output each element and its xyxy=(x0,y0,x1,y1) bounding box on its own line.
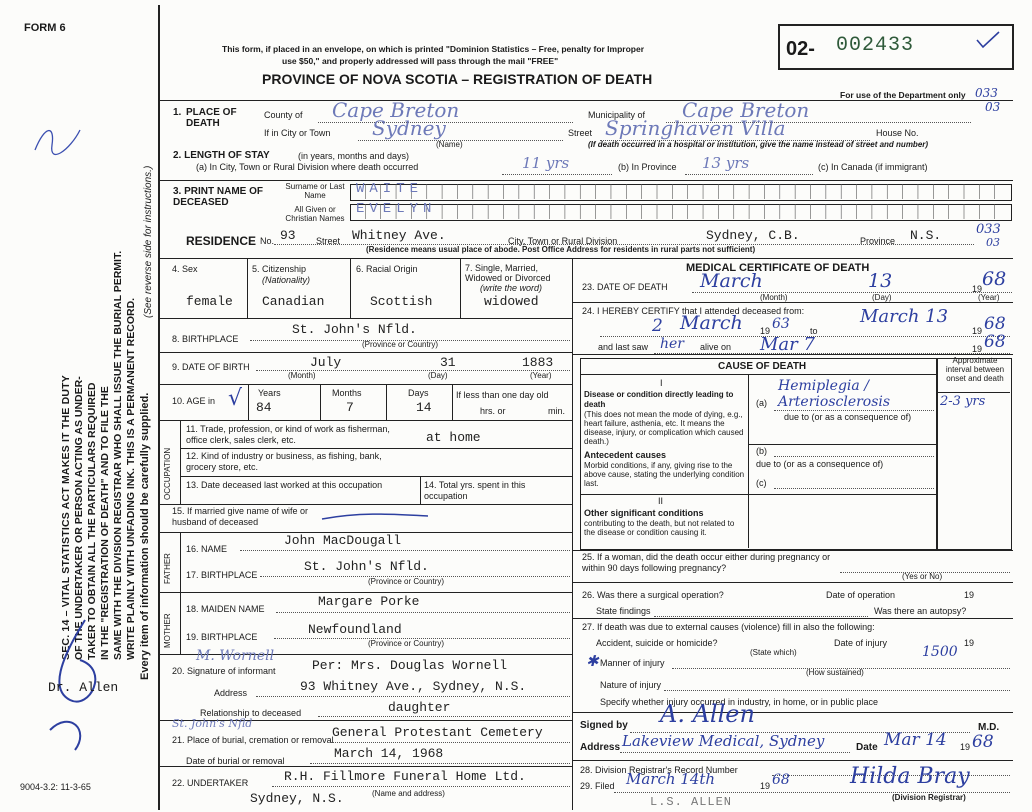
rule-occ xyxy=(158,420,572,421)
dob-year-l: (Year) xyxy=(530,371,552,380)
citizenship-value: Canadian xyxy=(262,294,325,309)
sig-year: 68 xyxy=(972,732,994,752)
dob-month: July xyxy=(310,355,342,370)
rule-15 xyxy=(158,504,572,505)
side-notice-8: (See reverse side for instructions.) xyxy=(143,165,154,318)
residence-no: 93 xyxy=(280,228,296,243)
rule-registrar xyxy=(572,760,1013,761)
occupation-side: OCCUPATION xyxy=(163,447,172,500)
residence-code-1: 033 xyxy=(976,222,1001,237)
stay-a-value: 11 yrs xyxy=(522,154,570,172)
burial-place-line xyxy=(330,742,570,743)
rule-26 xyxy=(572,582,1013,583)
marital-sub: (write the word) xyxy=(480,283,543,293)
birthplace-value: St. John's Nfld. xyxy=(292,322,417,337)
sig-addr-line xyxy=(620,752,850,753)
stay-a-label: (a) In City, Town or Rural Division where death occurred xyxy=(196,162,419,172)
from-century: 19 xyxy=(760,326,771,336)
stay-sub: (in years, months and days) xyxy=(298,151,410,161)
findings-label: State findings xyxy=(596,606,651,616)
informant-addr-line xyxy=(256,696,570,697)
q26-label: 26. Was there a surgical operation? xyxy=(582,590,724,600)
alive-on-label: alive on xyxy=(700,342,732,352)
mother-bp-sub: (Province or Country) xyxy=(368,639,445,648)
residence-city-label: City, Town or Rural Division xyxy=(508,236,618,246)
alive-year: 68 xyxy=(984,332,1006,352)
cause-heading: CAUSE OF DEATH xyxy=(718,361,807,372)
rule-undertaker xyxy=(158,766,572,767)
undertaker-sub: (Name and address) xyxy=(372,789,445,798)
side-notice-2: OF THE UNDERTAKER OR PERSON ACTING AS UNDER- xyxy=(73,376,85,660)
rule-cause-ii xyxy=(580,494,936,495)
sex-value: female xyxy=(186,294,233,309)
death-month: March xyxy=(700,270,763,292)
manner-mark-icon: ✱ xyxy=(586,652,599,670)
father-side: FATHER xyxy=(163,553,172,584)
margin-scribble-icon xyxy=(30,120,90,160)
mother-bp-label: 19. BIRTHPLACE xyxy=(186,632,258,642)
operation-date-label: Date of operation xyxy=(826,590,896,600)
cause-b-label: (b) xyxy=(756,446,767,456)
place-num: 1. xyxy=(173,107,182,118)
residence-street-label: Street xyxy=(316,236,341,246)
surname-label: Surname or Last Name xyxy=(285,182,345,200)
v-age3 xyxy=(386,384,387,420)
city-label: If in City or Town xyxy=(264,128,331,138)
mother-bp: Newfoundland xyxy=(308,622,402,637)
burial-place: General Protestant Cemetery xyxy=(332,725,543,740)
sex-label: 4. Sex xyxy=(172,264,198,274)
informant-rel-label: Relationship to deceased xyxy=(200,708,302,718)
reg-number: 002433 xyxy=(836,34,915,57)
informant-relationship: daughter xyxy=(388,700,451,715)
racial-label: 6. Racial Origin xyxy=(356,264,418,274)
nature-line xyxy=(664,690,1010,691)
v-mother xyxy=(180,592,181,654)
street-value: Springhaven Villa xyxy=(605,116,786,140)
side-notice-6: WRITE PLAINLY WITH UNFADING INK. THIS IS A PERMANENT RECORD. xyxy=(125,297,137,660)
rule-cause-b xyxy=(748,444,936,445)
interval-heading: Approximate interval between onset and death xyxy=(945,356,1005,383)
rule-10 xyxy=(158,384,572,385)
father-bp-sub: (Province or Country) xyxy=(368,577,445,586)
house-label: House No. xyxy=(876,128,919,138)
side-notice-4: IN THE "REGISTRATION OF DEATH" AND TO FILE THE xyxy=(99,386,111,660)
accident-label: Accident, suicide or homicide? xyxy=(596,638,718,648)
mother-name-label: 18. MAIDEN NAME xyxy=(186,604,265,614)
burial-note-hand: St. John's Nfld xyxy=(172,717,253,730)
given-label: All Given or Christian Names xyxy=(285,205,345,223)
cause-c-label: (c) xyxy=(756,478,767,488)
name-label: 3. PRINT NAME OF DECEASED xyxy=(173,186,264,208)
death-year: 68 xyxy=(982,268,1007,290)
citizenship-sub: (Nationality) xyxy=(262,275,311,285)
rule-cause-head xyxy=(580,374,936,375)
age-years-l: Years xyxy=(258,388,281,398)
death-line xyxy=(692,292,1012,293)
residence-code-2: 03 xyxy=(986,236,1000,249)
operation-century: 19 xyxy=(964,590,975,600)
residence-city: Sydney, C.B. xyxy=(706,228,800,243)
q28-label: 28. Division Registrar's Record Number xyxy=(580,765,738,775)
margin-note: Dr. Allen xyxy=(48,680,119,695)
marital-value: widowed xyxy=(484,294,539,309)
last-saw-value: her xyxy=(660,336,684,352)
registrar-signature: Hilda Bray xyxy=(850,764,970,789)
rule-3 xyxy=(158,180,1013,181)
father-name: John MacDougall xyxy=(284,533,402,548)
city-name-sub: (Name) xyxy=(436,140,463,149)
v-age1 xyxy=(248,384,249,420)
age-under-l: If less than one day old xyxy=(456,390,549,400)
alive-century: 19 xyxy=(972,344,983,354)
birthplace-label: 8. BIRTHPLACE xyxy=(172,334,239,344)
mother-name: Margare Porke xyxy=(318,594,420,609)
envelope-note-2: use $50," and properly addressed will pass through the mail "FREE" xyxy=(282,56,559,66)
sig-address: Lakeview Medical, Sydney xyxy=(622,732,825,750)
signed-value: A. Allen xyxy=(660,700,755,728)
q11-label: 11. Trade, profession, or kind of work as fisherman, office clerk, sales clerk, etc. xyxy=(186,424,390,445)
injury-century: 19 xyxy=(964,638,975,648)
to-date: March 13 xyxy=(860,306,949,327)
roman-1: I xyxy=(660,378,663,388)
v-age4 xyxy=(452,384,453,420)
to-century: 19 xyxy=(972,326,983,336)
form-label: FORM 6 xyxy=(24,22,66,34)
v-occ xyxy=(180,420,181,504)
side-notice-5: SAME WITH THE DIVISION REGISTRAR WHO SHALL ISSUE THE BURIAL PERMIT. xyxy=(112,250,124,660)
dob-year: 1883 xyxy=(522,355,554,370)
place-label: PLACE OF DEATH xyxy=(186,107,237,129)
father-name-line xyxy=(240,550,570,551)
informant-sig-label: 20. Signature of informant xyxy=(172,666,276,676)
to-year: 68 xyxy=(984,314,1006,334)
nature-label: Nature of injury xyxy=(600,680,662,690)
v-age2 xyxy=(320,384,321,420)
sig-date: Mar 14 xyxy=(884,730,947,750)
dept-code-2: 03 xyxy=(985,100,1001,114)
direct-note: (This does not mean the mode of dying, e.g., heart failure, asthenia, etc. It means the disease, injury, or complication which caused death.) xyxy=(584,410,744,446)
rule-4 xyxy=(158,258,1013,259)
rule-13 xyxy=(180,476,572,477)
residence-note: (Residence means usual place of abode. Post Office Address for residents in rural parts not sufficient) xyxy=(366,245,756,254)
registrar-label: (Division Registrar) xyxy=(892,793,966,802)
rule-signature xyxy=(572,712,1013,713)
father-bp: St. John's Nfld. xyxy=(304,559,429,574)
death-month-l: (Month) xyxy=(760,293,788,302)
other-note: contributing to the death, but not related to the disease or condition causing it. xyxy=(584,519,735,537)
age-days: 14 xyxy=(416,400,432,415)
dob-day: 31 xyxy=(440,355,456,370)
which-sub: (State which) xyxy=(750,648,797,657)
county-value: Cape Breton xyxy=(332,98,460,122)
signed-label: Signed by xyxy=(580,720,628,731)
undertaker-name: R.H. Fillmore Funeral Home Ltd. xyxy=(284,769,526,784)
q13-label: 13. Date deceased last worked at this occupation xyxy=(186,480,383,490)
burial-date-line xyxy=(310,763,570,764)
due-to-b: due to (or as a consequence of) xyxy=(756,459,884,469)
age-label: 10. AGE in xyxy=(172,396,216,406)
autopsy-label: Was there an autopsy? xyxy=(874,606,967,616)
q25-label: 25. If a woman, did the death occur either during pregnancy or within 90 days following pregnancy? xyxy=(582,552,831,573)
cause-a-line xyxy=(774,410,934,411)
sustained-sub: (How sustained) xyxy=(806,668,864,677)
envelope-note-1: This form, if placed in an envelope, on which is printed "Dominion Statistics – Free, penalty for Improper xyxy=(222,44,645,54)
cause-a-label: (a) xyxy=(756,398,767,408)
q29-label: 29. Filed xyxy=(580,781,615,791)
q12-label: 12. Kind of industry or business, as fishing, bank, grocery store, etc. xyxy=(186,451,382,472)
street-label: Street xyxy=(568,128,593,138)
age-days-l: Days xyxy=(408,388,429,398)
q11-value: at home xyxy=(426,430,481,445)
age-check-icon: √ xyxy=(228,386,243,411)
burial-date-label: Date of burial or removal xyxy=(186,756,285,766)
side-notice-7: Every item of information should be carefully supplied. xyxy=(139,392,151,680)
residence-label: RESIDENCE xyxy=(186,234,257,248)
injury-date-label: Date of injury xyxy=(834,638,888,648)
medical-heading: MEDICAL CERTIFICATE OF DEATH xyxy=(686,262,870,274)
v-13 xyxy=(420,476,421,504)
age-months-l: Months xyxy=(332,388,362,398)
to-label: to xyxy=(810,326,818,336)
dept-use-label: For use of the Department only xyxy=(840,90,966,100)
burial-place-label: 21. Place of burial, cremation or removal xyxy=(172,735,334,745)
mother-side: MOTHER xyxy=(163,613,172,648)
rule-cause xyxy=(572,354,1013,355)
rule-24 xyxy=(572,302,1013,303)
side-notice-3: TAKER TO OBTAIN ALL THE PARTICULARS REQUIRED xyxy=(86,382,98,660)
racial-value: Scottish xyxy=(370,294,433,309)
v-cit xyxy=(350,258,351,318)
left-margin-rule xyxy=(158,5,160,810)
residence-province: N.S. xyxy=(910,228,942,243)
surname-value: WAITE xyxy=(356,181,424,197)
residence-no-label: No. xyxy=(260,236,275,246)
age-min: min. xyxy=(548,406,566,416)
cause-a-value: Hemiplegia / Arteriosclerosis xyxy=(778,378,891,410)
spouse-label: 15. If married give name of wife or husband of deceased xyxy=(172,506,309,527)
antecedent-label: Antecedent causes xyxy=(584,450,667,460)
antecedent-note: Morbid conditions, if any, giving rise to the above cause, stating the underlying condition last. xyxy=(584,461,745,488)
side-notice-1: SEC. 14 – VITAL STATISTICS ACT MAKES IT THE DUTY xyxy=(60,375,72,660)
undertaker-line xyxy=(272,786,570,787)
sig-date-label: Date xyxy=(856,742,878,753)
last-saw-label: and last saw xyxy=(598,342,649,352)
informant-address: 93 Whitney Ave., Sydney, N.S. xyxy=(300,679,527,694)
death-year-l: (Year) xyxy=(978,293,1000,302)
spouse-stroke-icon xyxy=(320,510,430,522)
filed-century: 19 xyxy=(760,781,771,791)
marital-label: 7. Single, Married, Widowed or Divorced xyxy=(465,263,551,283)
residence-prov-label: Province xyxy=(860,236,896,246)
footer-code: 9004-3.2: 11-3-65 xyxy=(20,782,91,792)
filed-value: March 14th xyxy=(626,770,716,788)
father-name-label: 16. NAME xyxy=(186,544,228,554)
from-month: March xyxy=(680,312,743,334)
informant-addr-label: Address xyxy=(214,688,248,698)
age-years: 84 xyxy=(256,400,272,415)
sig-addr-label: Address xyxy=(580,742,621,753)
due-to-a: due to (or as a consequence of) xyxy=(784,412,912,422)
informant-sig-hand: M. Wornell xyxy=(196,648,275,664)
dob-month-l: (Month) xyxy=(288,371,316,380)
dob-label: 9. DATE OF BIRTH xyxy=(172,362,250,372)
specify-label: Specify whether injury occurred in industry, in home, or in public place xyxy=(600,697,878,707)
stay-a-line xyxy=(502,174,612,175)
q25-yn: (Yes or No) xyxy=(902,572,943,581)
stamp-text: L.S. ALLEN xyxy=(650,795,733,809)
q27-label: 27. If death was due to external causes (violence) fill in also the following: xyxy=(582,622,875,632)
q14-label: 14. Total yrs. spent in this occupation xyxy=(424,480,526,501)
death-century: 19 xyxy=(972,284,983,294)
checkmark-icon xyxy=(975,30,1001,55)
rule-interval-head xyxy=(936,392,1010,393)
citizenship-label: 5. Citizenship xyxy=(252,264,307,274)
dob-day-l: (Day) xyxy=(428,371,448,380)
from-year: 63 xyxy=(772,316,790,332)
stay-b-line xyxy=(685,174,813,175)
q23-label: 23. DATE OF DEATH xyxy=(582,282,668,292)
v-race xyxy=(460,258,461,318)
stay-label: 2. LENGTH OF STAY xyxy=(173,150,270,161)
letter-grid-icon xyxy=(350,184,1011,220)
filed-year: 68 xyxy=(772,772,790,788)
death-day-l: (Day) xyxy=(872,293,892,302)
age-hrs: hrs. or xyxy=(480,406,506,416)
v-center xyxy=(572,258,573,810)
sig-year-prefix: 19 xyxy=(960,742,971,752)
rule-8 xyxy=(158,318,572,319)
rule-top xyxy=(158,100,1013,101)
father-bp-label: 17. BIRTHPLACE xyxy=(186,570,258,580)
rule-12 xyxy=(180,448,572,449)
stay-b-value: 13 yrs xyxy=(702,154,750,172)
municipality-label: Municipality of xyxy=(588,110,646,120)
direct-label: Disease or condition directly leading to death xyxy=(584,390,734,409)
page-title: PROVINCE OF NOVA SCOTIA – REGISTRATION OF DEATH xyxy=(262,71,653,87)
alive-on-value: Mar 7 xyxy=(760,334,815,355)
from-day: 2 xyxy=(652,316,663,336)
city-value: Sydney xyxy=(372,116,446,140)
given-value: EVELYN xyxy=(356,201,437,217)
undertaker-label: 22. UNDERTAKER xyxy=(172,778,249,788)
dept-code-1: 033 xyxy=(975,86,998,100)
manner-label: Manner of injury xyxy=(600,658,665,668)
county-label: County of xyxy=(264,110,303,120)
birthplace-sub: (Province or Country) xyxy=(362,340,439,349)
stay-c-label: (c) In Canada (if immigrant) xyxy=(818,162,928,172)
municipality-value: Cape Breton xyxy=(682,98,810,122)
informant-sig-typed: Per: Mrs. Douglas Wornell xyxy=(312,658,508,673)
stay-b-label: (b) In Province xyxy=(618,162,677,172)
md-label: M.D. xyxy=(978,722,1000,733)
rule-25 xyxy=(572,550,1013,551)
burial-date: March 14, 1968 xyxy=(334,746,444,761)
residence-street: Whitney Ave. xyxy=(352,228,446,243)
v-father xyxy=(180,532,181,592)
mother-name-line xyxy=(276,612,570,613)
hospital-note: (If death occurred in a hospital or institution, give the name instead of street and number) xyxy=(588,140,929,149)
death-day: 13 xyxy=(868,270,893,292)
cause-b-line xyxy=(774,456,934,457)
rule-27 xyxy=(572,618,1013,619)
v-cause xyxy=(748,374,749,548)
injury-hand: 1500 xyxy=(922,644,958,660)
v-sex xyxy=(247,258,248,318)
undertaker-addr: Sydney, N.S. xyxy=(250,791,344,806)
cause-a-interval: 2-3 yrs xyxy=(940,394,986,409)
roman-2: II xyxy=(658,496,664,506)
other-label: Other significant conditions xyxy=(584,508,704,518)
reg-prefix: 02- xyxy=(786,38,815,60)
age-months: 7 xyxy=(346,400,354,415)
rule-mother xyxy=(158,592,572,593)
cause-c-line xyxy=(774,488,934,489)
q24-label: 24. I HEREBY CERTIFY that I attended deceased from: xyxy=(582,306,805,316)
findings-line xyxy=(654,616,868,617)
informant-rel-line xyxy=(318,716,570,717)
rule-9 xyxy=(158,352,572,353)
interval-box xyxy=(936,358,1012,550)
